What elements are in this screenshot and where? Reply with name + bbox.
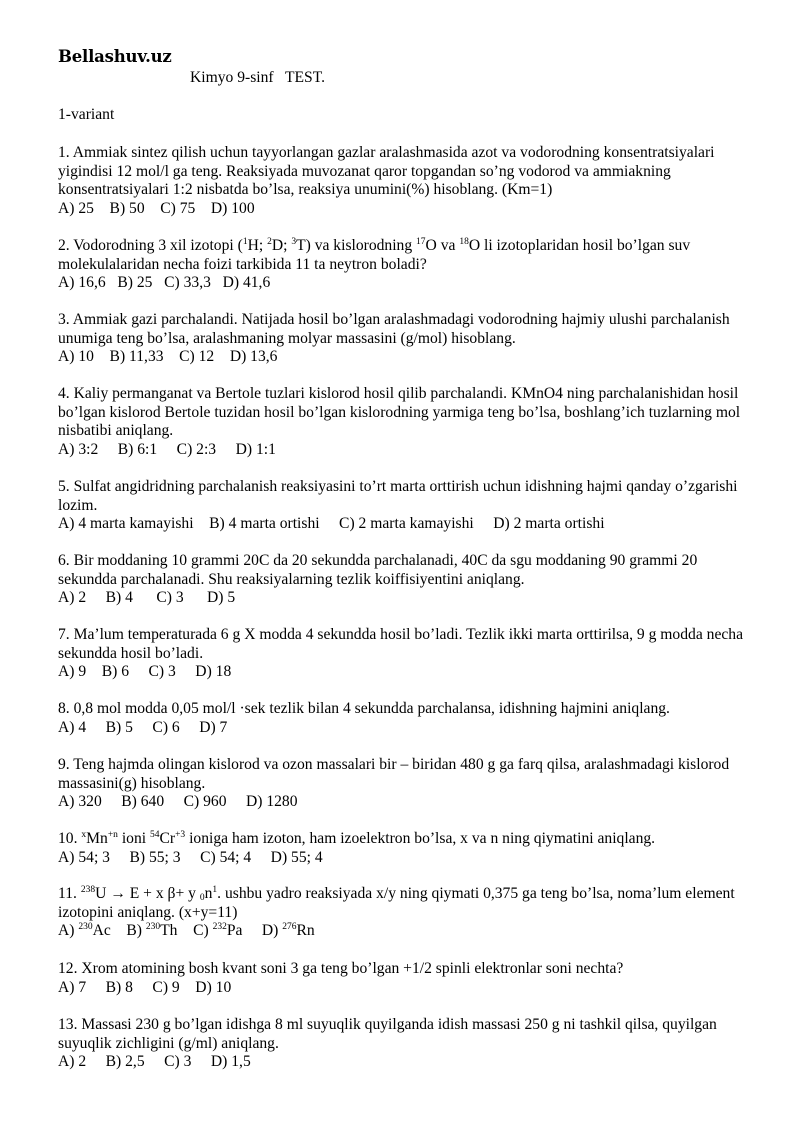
question-13 xyxy=(58,1016,758,1072)
question-text: 3. Ammiak gazi parchalandi. Natijada hosil bo’lgan aralashmadagi vodorodning hajmiy ulushi parchalanish unumiga teng bo’lsa, aralashmaning molyar massasini (g/mol) hisoblang. xyxy=(58,311,730,347)
question-10 xyxy=(58,830,758,867)
answer-options: A) 4 marta kamayishi B) 4 marta ortishi C) 2 marta kamayishi D) 2 marta ortishi xyxy=(58,515,605,532)
answer-options: A) 25 B) 50 C) 75 D) 100 xyxy=(58,199,255,217)
question-8 xyxy=(58,700,758,737)
answer-options: A) 2 B) 4 C) 3 D) 5 xyxy=(58,589,236,606)
question-text: 7. Ma’lum temperaturada 6 g X modda 4 sekundda hosil bo’ladi. Tezlik ikki marta orttirilsa, 9 g modda necha sekundda hosil bo’ladi. xyxy=(58,626,744,662)
answer-options: A) 2 B) 2,5 C) 3 D) 1,5 xyxy=(58,1053,251,1070)
question-text: 10. $^xMn^{+n}$ ioni $^{54}Cr^{+3}$ ioniga ham izoton, ham izoelektron bo’lsa, x va n ning qiymatini aniqlang. xyxy=(58,830,656,847)
answer-options: A) 320 B) 640 C) 960 D) 1280 xyxy=(58,793,298,810)
answer-options: A) 16,6 B) 25 C) 33,3 D) 41,6 xyxy=(58,274,271,291)
answer-options: A) 9 B) 6 C) 3 D) 18 xyxy=(58,663,232,680)
question-text: 8. 0,8 mol modda 0,05 mol/l ·sek tezlik bilan 4 sekundda parchalansa, idishning hajmini aniqlang. xyxy=(58,700,670,717)
answer-options: A) 54; 3 B) 55; 3 C) 54; 4 D) 55; 4 xyxy=(58,848,323,866)
question-text: 5. Sulfat angidridning parchalanish reaksiyasini to’rt marta orttirish uchun idishning hajmi qanday o’zgarishi lozim. xyxy=(58,478,738,514)
question-6 xyxy=(58,552,758,608)
answer-options: A) 4 B) 5 C) 6 D) 7 xyxy=(58,718,228,736)
answer-options: A) $^{230}$Ac B) $^{230}$Th C) $^{232}$Pa D) $^{276}$Rn xyxy=(58,922,315,939)
question-2 xyxy=(58,237,758,293)
question-text: 2. Vodorodning 3 xil izotopi ($^1$H; $^2$D; $^3$T) va kislorodning $^{17}$O va $^{18}$O li izotoplaridan hosil bo’lgan suv molekulalaridan necha foizi tarkibida 11 ta neytron boladi? xyxy=(58,237,691,273)
question-3 xyxy=(58,311,758,367)
question-text: 6. Bir moddaning 10 grammi 20C da 20 sekundda parchalanadi, 40C da sgu moddaning 90 grammi 20 sekundda parchalanadi. Shu reaksiyalarning tezlik koiffisiyentini aniqlang. xyxy=(58,552,698,588)
question-text: 12. Xrom atomining bosh kvant soni 3 ga teng bo’lgan +1/2 spinli elektronlar soni nechta? xyxy=(58,960,624,977)
question-text: 4. Kaliy permanganat va Bertole tuzlari kislorod hosil qilib parchalandi. KMnO4 ning parchalanishidan hosil bo’lgan kislorod Bertole tuzidan hosil bo’lgan kislorodning yarmiga teng bo’lsa, boshlang’ich tuzlarning mol nisbatibi aniqlang. xyxy=(58,385,741,439)
question-5 xyxy=(58,478,758,534)
question-1 xyxy=(58,144,758,218)
test-title: Kimyo 9-sinf TEST. xyxy=(190,69,325,86)
question-7 xyxy=(58,626,758,682)
question-9 xyxy=(58,756,758,812)
question-text: 11. $^{238}$U → E + x β+ y $_0n^1$. ushbu yadro reaksiyada x/y ning qiymati 0,375 ga teng bo’lsa, noma’lum element izotopini aniqlang. (x+y=11) xyxy=(58,885,735,921)
question-text: 9. Teng hajmda olingan kislorod va ozon massalari bir – biridan 480 g ga farq qilsa, aralashmadagi kislorod massasini(g) hisoblang. xyxy=(58,756,730,792)
question-4 xyxy=(58,385,758,459)
site-name: Bellashuv.uz xyxy=(58,47,172,66)
question-12 xyxy=(58,960,758,997)
question-11 xyxy=(58,885,758,941)
answer-options: A) 10 B) 11,33 C) 12 D) 13,6 xyxy=(58,348,278,365)
question-text: 1. Ammiak sintez qilish uchun tayyorlangan gazlar aralashmasida azot va vodorodning konsentratsiyalari yigindisi 12 mol/l ga teng. Reaksiyada muvozanat qaror topgandan so’ng vodorod va ammiakning konsentratsiyalari 1:2 nisbatda bo’lsa, reaksiya unumini(%) hisoblang. (Km=1) xyxy=(58,144,715,198)
answer-options: A) 3:2 B) 6:1 C) 2:3 D) 1:1 xyxy=(58,440,276,458)
variant-label: 1-variant xyxy=(58,106,115,123)
answer-options: A) 7 B) 8 C) 9 D) 10 xyxy=(58,978,232,996)
question-text: 13. Massasi 230 g bo’lgan idishga 8 ml suyuqlik quyilganda idish massasi 250 g ni tashkil qilsa, quyilgan suyuqlik zichligini (g/ml) aniqlang. xyxy=(58,1016,717,1052)
